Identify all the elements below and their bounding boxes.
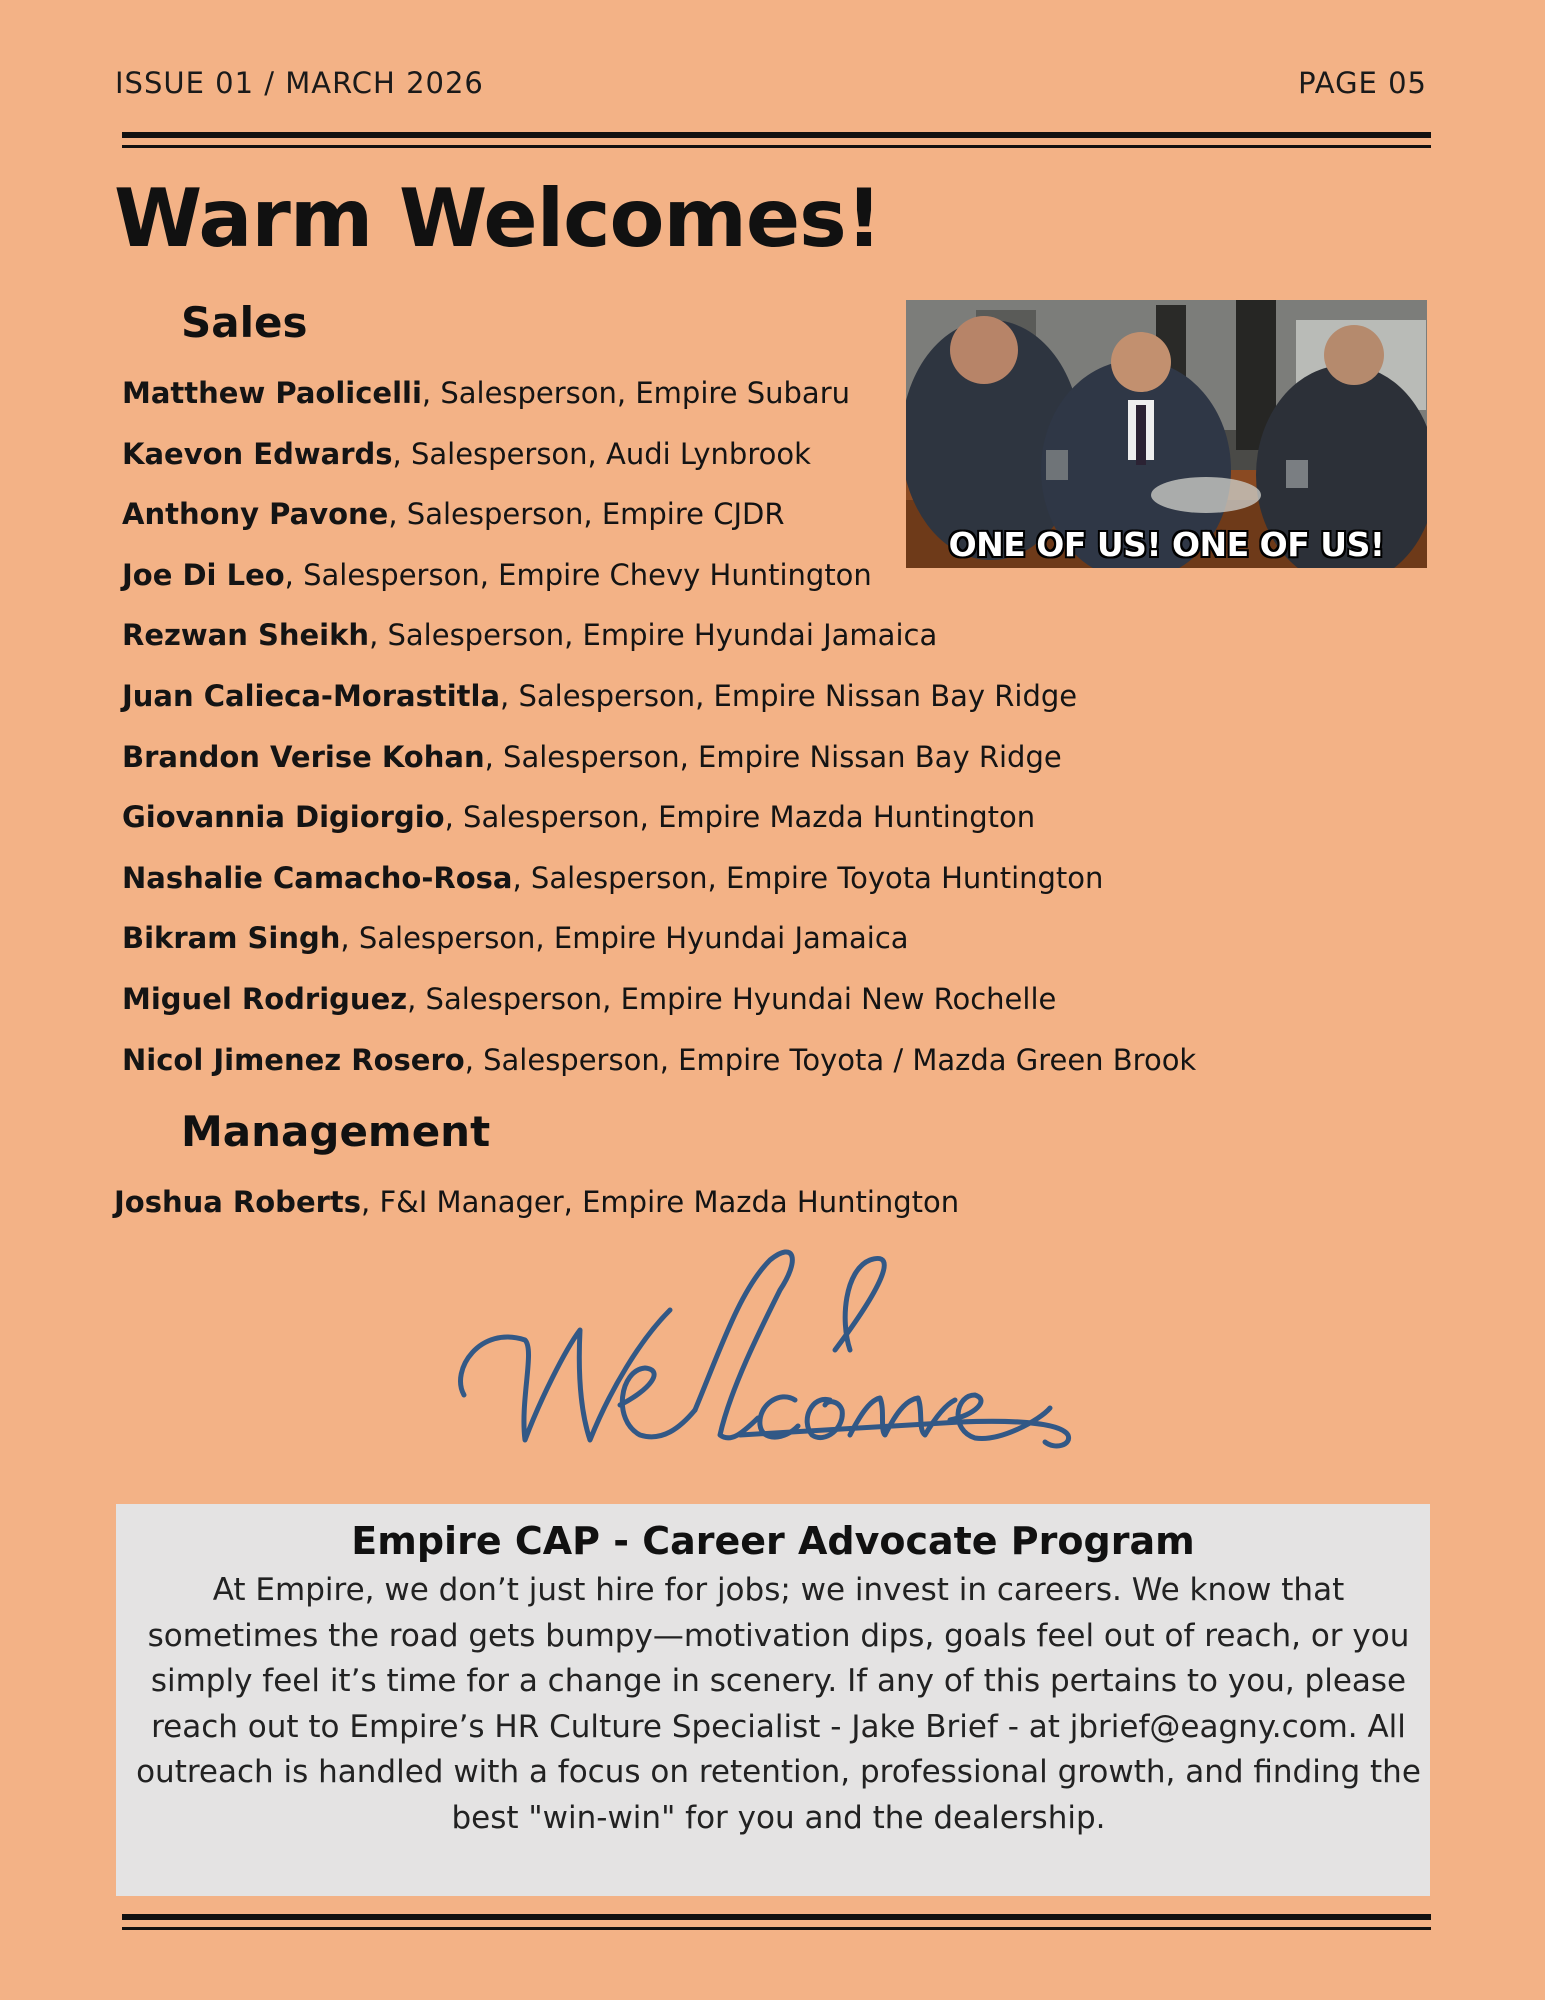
- hire-detail: , Salesperson, Empire Subaru: [421, 376, 851, 410]
- hire-detail: , Salesperson, Empire CJDR: [388, 497, 785, 532]
- list-item: [122, 857, 1196, 918]
- page-number: PAGE 05: [1298, 66, 1427, 100]
- issue-label: ISSUE 01 / MARCH 2026: [115, 66, 484, 100]
- hire-name: Rezwan Sheikh: [122, 618, 370, 653]
- hire-name: Joe Di Leo: [122, 557, 285, 592]
- hire-detail: , Salesperson, Empire Toyota Huntington: [512, 860, 1104, 895]
- hire-name: Anthony Pavone: [122, 497, 389, 532]
- section-heading-sales: Sales: [181, 298, 308, 347]
- list-item: [114, 1185, 959, 1219]
- cap-body: At Empire, we don’t just hire for jobs; we invest in careers. We know that sometimes the road gets bumpy—motivation dips, goals feel out of reach, or you simply feel it’s time for a change in scenery. If any of this pertains to you, please reach out to Empire’s HR Culture Specialist - Jake Brief - at jbrief@eagny.com. All outreach is handled with a focus on retention, professional growth, and finding the best "win-win" for you and the dealership.: [136, 1572, 1421, 1836]
- celebration-photo: [906, 300, 1427, 568]
- hire-name: Bikram Singh: [122, 921, 341, 956]
- career-advocate-program-box: [116, 1504, 1430, 1896]
- hire-detail: , Salesperson, Empire Nissan Bay Ridge: [484, 739, 1062, 774]
- cap-title: Empire CAP - Career Advocate Program: [351, 1519, 1195, 1563]
- section-heading-management: Management: [181, 1107, 491, 1156]
- hire-name: Brandon Verise Kohan: [122, 739, 485, 774]
- hire-name: Joshua Roberts: [114, 1185, 362, 1219]
- hire-detail: , F&I Manager, Empire Mazda Huntington: [361, 1185, 960, 1219]
- list-item: [122, 614, 1196, 675]
- header-rule-thick: [122, 132, 1431, 138]
- list-item: [122, 917, 1196, 978]
- hire-detail: , Salesperson, Empire Hyundai New Rochelle: [407, 981, 1057, 1016]
- footer-rule-thin: [122, 1927, 1431, 1930]
- list-item: [122, 736, 1196, 797]
- hire-detail: , Salesperson, Empire Mazda Huntington: [444, 800, 1036, 835]
- hire-name: Nicol Jimenez Rosero: [122, 1042, 465, 1077]
- photo-caption: ONE OF US! ONE OF US!: [948, 525, 1385, 564]
- hire-detail: , Salesperson, Empire Toyota / Mazda Green Brook: [464, 1042, 1197, 1077]
- hire-detail: , Salesperson, Empire Chevy Huntington: [284, 557, 872, 592]
- hire-name: Kaevon Edwards: [122, 436, 393, 471]
- hire-name: Juan Calieca-Morastitla: [122, 678, 501, 713]
- hire-detail: , Salesperson, Empire Nissan Bay Ridge: [500, 678, 1078, 713]
- hire-detail: , Salesperson, Empire Hyundai Jamaica: [340, 921, 909, 956]
- list-item: [122, 675, 1196, 736]
- hire-detail: , Salesperson, Audi Lynbrook: [392, 436, 811, 471]
- hire-name: Nashalie Camacho-Rosa: [122, 860, 513, 895]
- page-title: Warm Welcomes!: [114, 172, 882, 265]
- hire-name: Giovannia Digiorgio: [122, 800, 445, 835]
- footer-rule-thick: [122, 1914, 1431, 1920]
- list-item: [122, 796, 1196, 857]
- hire-detail: , Salesperson, Empire Hyundai Jamaica: [369, 618, 938, 653]
- header-rule-thin: [122, 145, 1431, 148]
- list-item: [122, 1039, 1196, 1100]
- list-item: [122, 978, 1196, 1039]
- hire-name: Miguel Rodriguez: [122, 981, 408, 1016]
- welcome-script-graphic: [440, 1230, 1100, 1480]
- hire-name: Matthew Paolicelli: [122, 376, 422, 410]
